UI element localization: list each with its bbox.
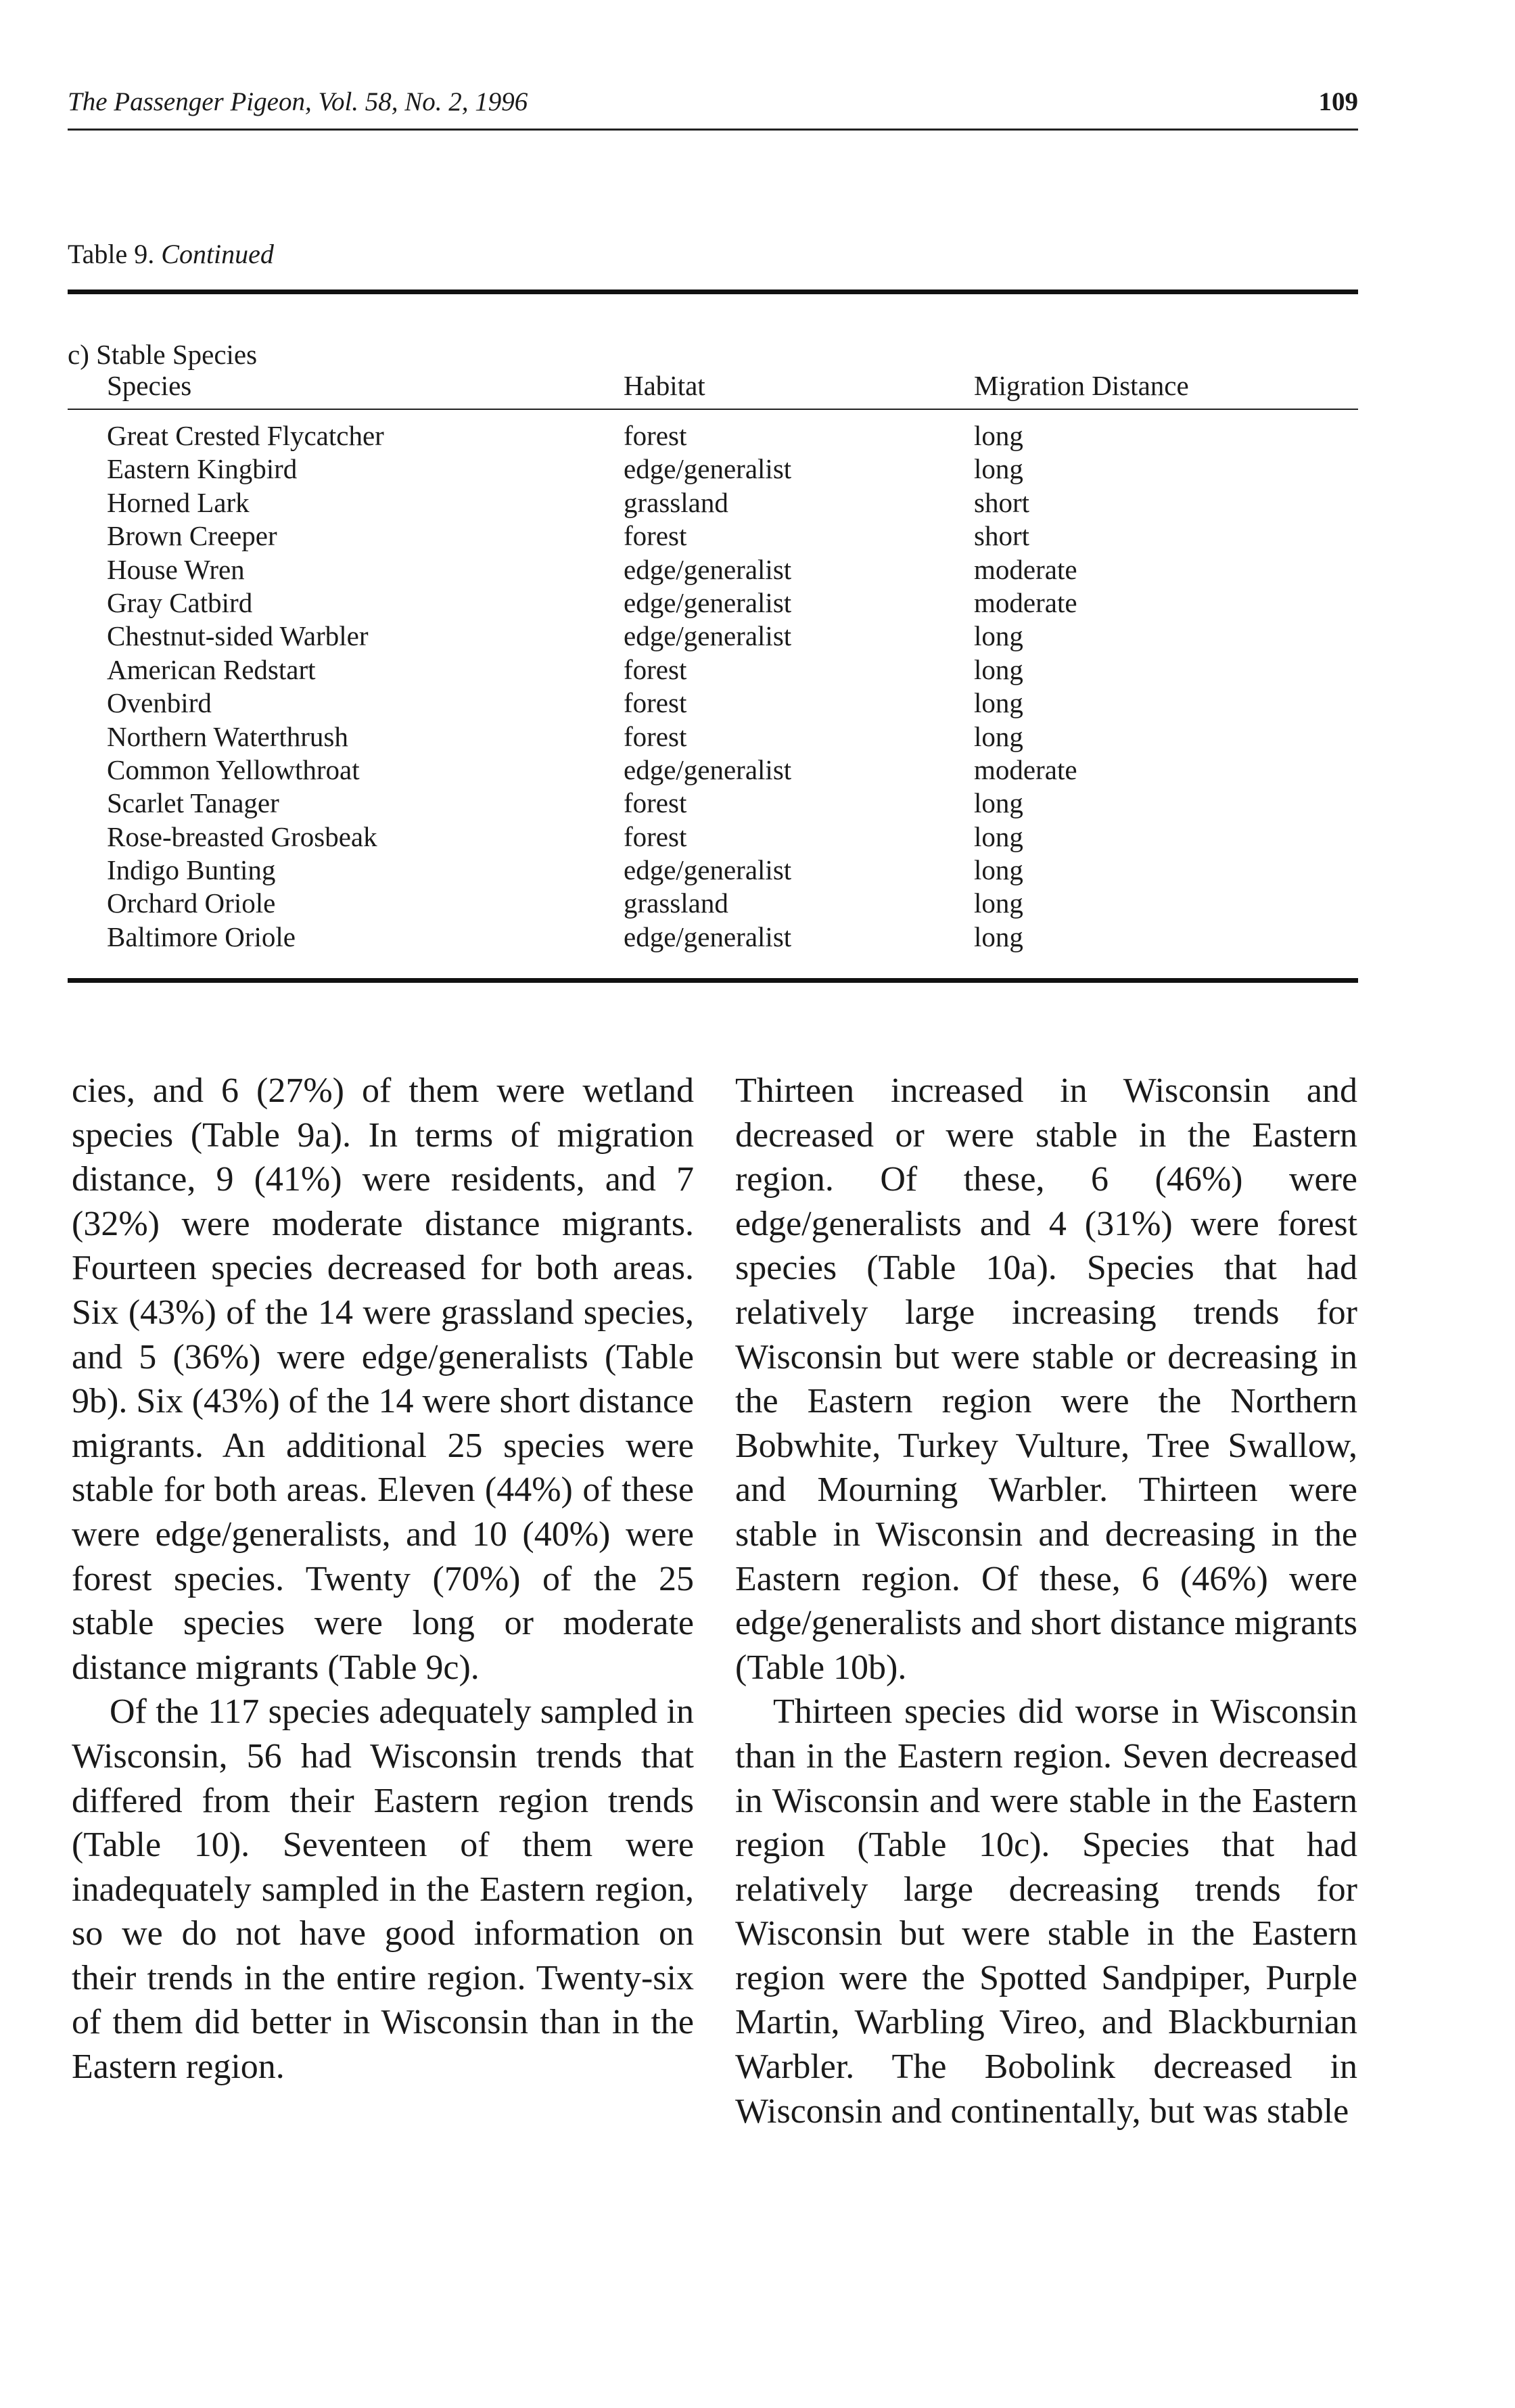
table-caption-continued: Continued <box>161 239 274 269</box>
cell-migration: long <box>974 620 1023 652</box>
table-row <box>0 854 1515 887</box>
cell-habitat: forest <box>624 520 687 552</box>
cell-migration: long <box>974 787 1023 819</box>
paragraph: Thirteen species did worse in Wisconsin than in the Eastern region. Seven decreased in Wisconsin and were stable in the Eastern region (Table 10c). Species that had relatively large decreasing trends for Wisconsin but were stable in the Eastern region were the Spotted Sandpiper, Purple Martin, Warbling Vireo, and Blackburnian Warbler. The Bobolink decreased in Wisconsin and continentally, but was stable <box>735 1692 1357 2131</box>
table-row <box>0 586 1515 620</box>
cell-species: Orchard Oriole <box>107 887 276 919</box>
column-header-species: Species <box>107 370 192 401</box>
table-row <box>0 921 1515 954</box>
header-rule <box>68 129 1358 131</box>
table-row <box>0 453 1515 486</box>
cell-migration: moderate <box>974 586 1077 618</box>
cell-habitat: forest <box>624 720 687 752</box>
cell-species: House Wren <box>107 553 245 585</box>
cell-habitat: edge/generalist <box>624 854 792 886</box>
cell-habitat: forest <box>624 420 687 451</box>
table-row <box>0 653 1515 687</box>
cell-migration: long <box>974 453 1023 485</box>
cell-migration: long <box>974 921 1023 952</box>
cell-species: Scarlet Tanager <box>107 787 279 819</box>
cell-habitat: edge/generalist <box>624 553 792 585</box>
cell-habitat: forest <box>624 787 687 819</box>
cell-migration: long <box>974 854 1023 886</box>
column-header-habitat: Habitat <box>624 370 705 401</box>
journal-citation: The Passenger Pigeon, Vol. 58, No. 2, 1996 <box>68 87 528 116</box>
cell-habitat: grassland <box>624 887 728 919</box>
table-row <box>0 820 1515 854</box>
cell-species: Baltimore Oriole <box>107 921 296 952</box>
cell-migration: long <box>974 887 1023 919</box>
cell-species: Great Crested Flycatcher <box>107 420 384 451</box>
table-bottom-rule <box>68 978 1358 983</box>
cell-habitat: edge/generalist <box>624 921 792 952</box>
column-header-migration: Migration Distance <box>974 370 1189 401</box>
table-row <box>0 754 1515 787</box>
paragraph: Thirteen increased in Wisconsin and decreased or were stable in the Eastern region. Of these, 6 (46%) were edge/generalists and 4 (31%) were forest species (Table 10a). Species that had relatively large increasing trends for Wisconsin but were stable or decreasing in the Eastern region were the Northern Bobwhite, Turkey Vulture, Tree Swallow, and Mourning Warbler. Thirteen were stable in Wisconsin and decreasing in the Eastern region. Of these, 6 (46%) were edge/generalists and short distance migrants (Table 10b). <box>735 1071 1357 1687</box>
cell-habitat: edge/generalist <box>624 453 792 485</box>
cell-migration: long <box>974 687 1023 719</box>
cell-species: Brown Creeper <box>107 520 277 552</box>
paragraph: Of the 117 species adequately sampled in Wisconsin, 56 had Wisconsin trends that differed from their Eastern region trends (Table 10). Seventeen of them were inadequately sampled in the Eastern region, so we do not have good information on their trends in the entire region. Twenty-six of them did better in Wisconsin than in the Eastern region. <box>72 1692 694 2087</box>
cell-species: Chestnut-sided Warbler <box>107 620 369 652</box>
cell-migration: moderate <box>974 754 1077 785</box>
table-row <box>0 553 1515 586</box>
cell-habitat: forest <box>624 820 687 852</box>
cell-habitat: forest <box>624 687 687 719</box>
page-number: 109 <box>1318 87 1358 116</box>
table-row <box>0 720 1515 754</box>
paragraph: cies, and 6 (27%) of them were wetland species (Table 9a). In terms of migration distance, 9 (41%) were residents, and 7 (32%) were moderate distance migrants. Fourteen species decreased for both areas. Six (43%) of the 14 were grassland species, and 5 (36%) were edge/generalists (Table 9b). Six (43%) of the 14 were short distance migrants. An additional 25 species were stable for both areas. Eleven (44%) of these were edge/generalists, and 10 (40%) were forest species. Twenty (70%) of the 25 stable species were long or moderate distance migrants (Table 9c). <box>72 1071 694 1687</box>
cell-migration: long <box>974 653 1023 685</box>
table-top-rule <box>68 290 1358 294</box>
table-row <box>0 486 1515 519</box>
table-row <box>0 620 1515 653</box>
body-left-column <box>72 1069 694 2089</box>
cell-migration: short <box>974 486 1029 518</box>
table-section-title: c) Stable Species <box>68 339 258 370</box>
cell-species: Rose-breasted Grosbeak <box>107 820 377 852</box>
cell-migration: short <box>974 520 1029 552</box>
table-row <box>0 687 1515 720</box>
cell-species: Eastern Kingbird <box>107 453 298 485</box>
cell-migration: long <box>974 720 1023 752</box>
cell-migration: long <box>974 820 1023 852</box>
cell-species: American Redstart <box>107 653 316 685</box>
body-right-column <box>735 1069 1357 2133</box>
header-underline <box>68 409 1358 410</box>
table-row <box>0 787 1515 820</box>
table-row <box>0 887 1515 920</box>
table-row <box>0 419 1515 453</box>
table-caption-label: Table 9. <box>68 239 155 269</box>
cell-species: Indigo Bunting <box>107 854 276 886</box>
cell-habitat: forest <box>624 653 687 685</box>
cell-species: Gray Catbird <box>107 586 253 618</box>
cell-species: Ovenbird <box>107 687 212 719</box>
cell-habitat: edge/generalist <box>624 754 792 785</box>
cell-habitat: edge/generalist <box>624 620 792 652</box>
cell-habitat: edge/generalist <box>624 586 792 618</box>
running-head <box>68 87 1358 127</box>
cell-species: Horned Lark <box>107 486 250 518</box>
cell-migration: long <box>974 420 1023 451</box>
cell-species: Northern Waterthrush <box>107 720 348 752</box>
cell-habitat: grassland <box>624 486 728 518</box>
table-caption <box>68 238 274 270</box>
table-body <box>0 419 1515 954</box>
table-row <box>0 519 1515 553</box>
cell-migration: moderate <box>974 553 1077 585</box>
cell-species: Common Yellowthroat <box>107 754 360 785</box>
